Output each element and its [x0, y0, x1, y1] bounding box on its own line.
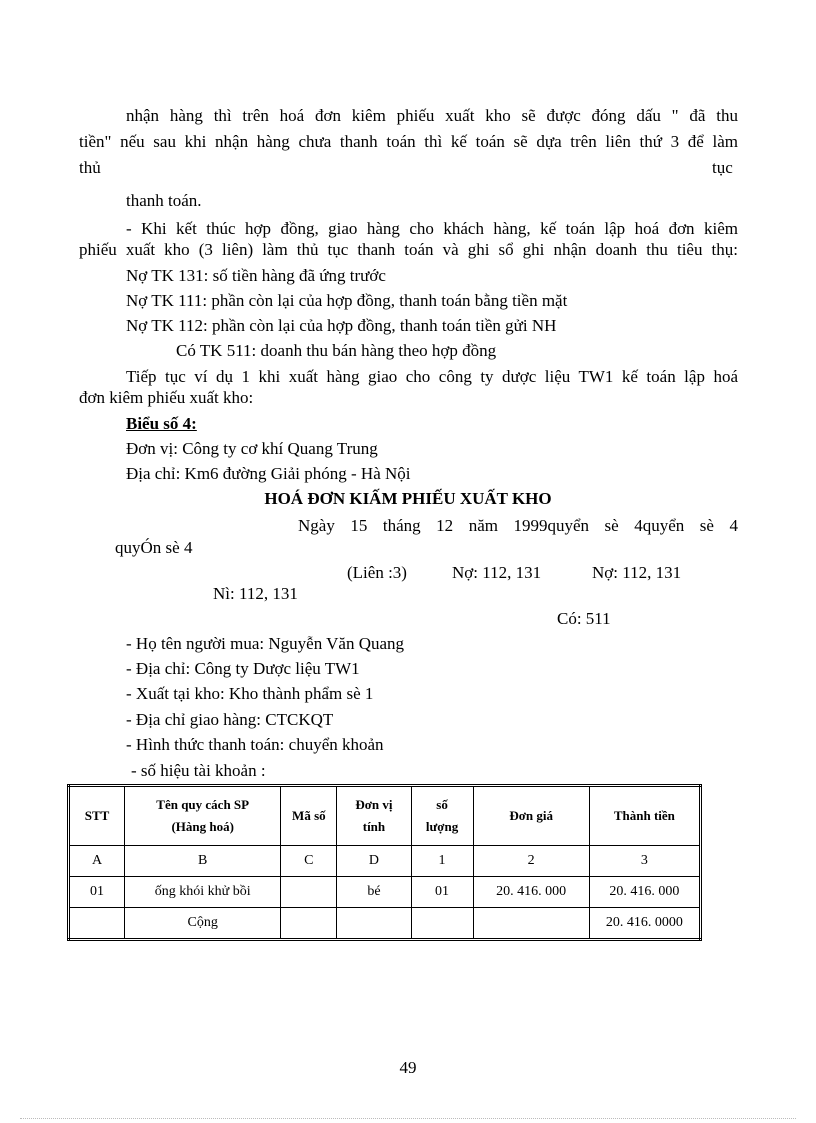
- address-line: Địa chỉ: Km6 đường Giải phóng - Hà Nội: [126, 464, 411, 483]
- table-cell: 01: [69, 877, 125, 908]
- paragraph-line: tục: [712, 158, 733, 177]
- table-cell: 20. 416. 000: [473, 877, 589, 908]
- table-cell: C: [281, 846, 337, 877]
- delivery-line: - Địa chỉ giao hàng: CTCKQT: [126, 710, 334, 729]
- table-cell: B: [125, 846, 281, 877]
- entry-line: Nợ TK 131: số tiền hàng đã ứng trước: [126, 266, 386, 285]
- book-line: quyÓn sè 4: [115, 538, 193, 557]
- table-cell: A: [69, 846, 125, 877]
- paragraph-line: phiếu xuất kho (3 liên) làm thủ tục thanh toán và ghi sổ ghi nhận doanh thu tiêu thụ:: [79, 240, 738, 259]
- entry-line: Có TK 511: doanh thu bán hàng theo hợp đồng: [176, 341, 497, 360]
- table-cell: [473, 908, 589, 940]
- invoice-title: HOÁ ĐƠN KIẤM PHIẾU XUẤT KHO: [264, 489, 552, 508]
- table-row: [69, 846, 701, 877]
- entry-line: Nợ TK 112: phần còn lại của hợp đồng, thanh toán tiền gửi NH: [126, 316, 557, 335]
- header-cell: Đơn vị tính: [337, 786, 411, 846]
- date-line: Ngày 15 tháng 12 năm 1999quyển sè 4quyển sè 4: [298, 516, 738, 535]
- buyer-address-line: - Địa chỉ: Công ty Dược liệu TW1: [126, 659, 360, 678]
- table-cell: 01: [411, 877, 473, 908]
- header-cell: Đơn giá: [473, 786, 589, 846]
- paragraph-line: - Khi kết thúc hợp đồng, giao hàng cho khách hàng, kế toán lập hoá đơn kiêm: [126, 219, 738, 238]
- header-cell: số lượng: [411, 786, 473, 846]
- table-cell: [337, 908, 411, 940]
- paragraph-line: tiền" nếu sau khi nhận hàng chưa thanh toán thì kế toán sẽ dựa trên liên thứ 3 để làm: [79, 132, 738, 151]
- header-cell: Mã số: [281, 786, 337, 846]
- debit-label: Nì: 112, 131: [213, 584, 298, 603]
- table-row: [69, 877, 701, 908]
- buyer-line: - Họ tên người mua: Nguyễn Văn Quang: [126, 634, 405, 653]
- table-header-row: [69, 786, 701, 846]
- table-cell: 3: [589, 846, 700, 877]
- paragraph-line: Tiếp tục ví dụ 1 khi xuất hàng giao cho công ty dược liệu TW1 kế toán lập hoá: [126, 367, 738, 386]
- table-cell: ống khói khử bồi: [125, 877, 281, 908]
- table-cell: [69, 908, 125, 940]
- credit-label: Có: 511: [557, 609, 611, 628]
- unit-line: Đơn vị: Công ty cơ khí Quang Trung: [126, 439, 378, 458]
- paragraph-line: đơn kiêm phiếu xuất kho:: [79, 388, 254, 407]
- footer-divider: [20, 1118, 796, 1119]
- table-cell: [411, 908, 473, 940]
- table-total-row: [69, 908, 701, 940]
- paragraph-line: thủ: [79, 158, 101, 177]
- table-cell: D: [337, 846, 411, 877]
- table-cell: bé: [337, 877, 411, 908]
- account-line: - số hiệu tài khoản :: [131, 761, 266, 780]
- table-cell: [281, 908, 337, 940]
- table-cell: 20. 416. 000: [589, 877, 700, 908]
- entry-line: Nợ TK 111: phần còn lại của hợp đồng, thanh toán bằng tiền mặt: [126, 291, 568, 310]
- table-cell: [281, 877, 337, 908]
- debit-label: Nợ: 112, 131: [452, 563, 542, 582]
- table-cell: 1: [411, 846, 473, 877]
- copy-label: (Liên :3): [347, 563, 407, 582]
- invoice-table: [67, 784, 702, 941]
- header-cell: Tên quy cách SP (Hàng hoá): [125, 786, 281, 846]
- page-number: 49: [399, 1058, 417, 1077]
- table-cell: 20. 416. 0000: [589, 908, 700, 940]
- header-cell: Thành tiền: [589, 786, 700, 846]
- paragraph-line: nhận hàng thì trên hoá đơn kiêm phiếu xuất kho sẽ được đóng dấu " đã thu: [126, 106, 738, 125]
- warehouse-line: - Xuất tại kho: Kho thành phẩm sè 1: [126, 684, 374, 703]
- form-label: Biểu số 4:: [126, 414, 197, 433]
- debit-label: Nợ: 112, 131: [592, 563, 682, 582]
- table-cell: Cộng: [125, 908, 281, 940]
- payment-line: - Hình thức thanh toán: chuyển khoản: [126, 735, 384, 754]
- header-cell: STT: [69, 786, 125, 846]
- paragraph-line: thanh toán.: [126, 191, 202, 210]
- table-cell: 2: [473, 846, 589, 877]
